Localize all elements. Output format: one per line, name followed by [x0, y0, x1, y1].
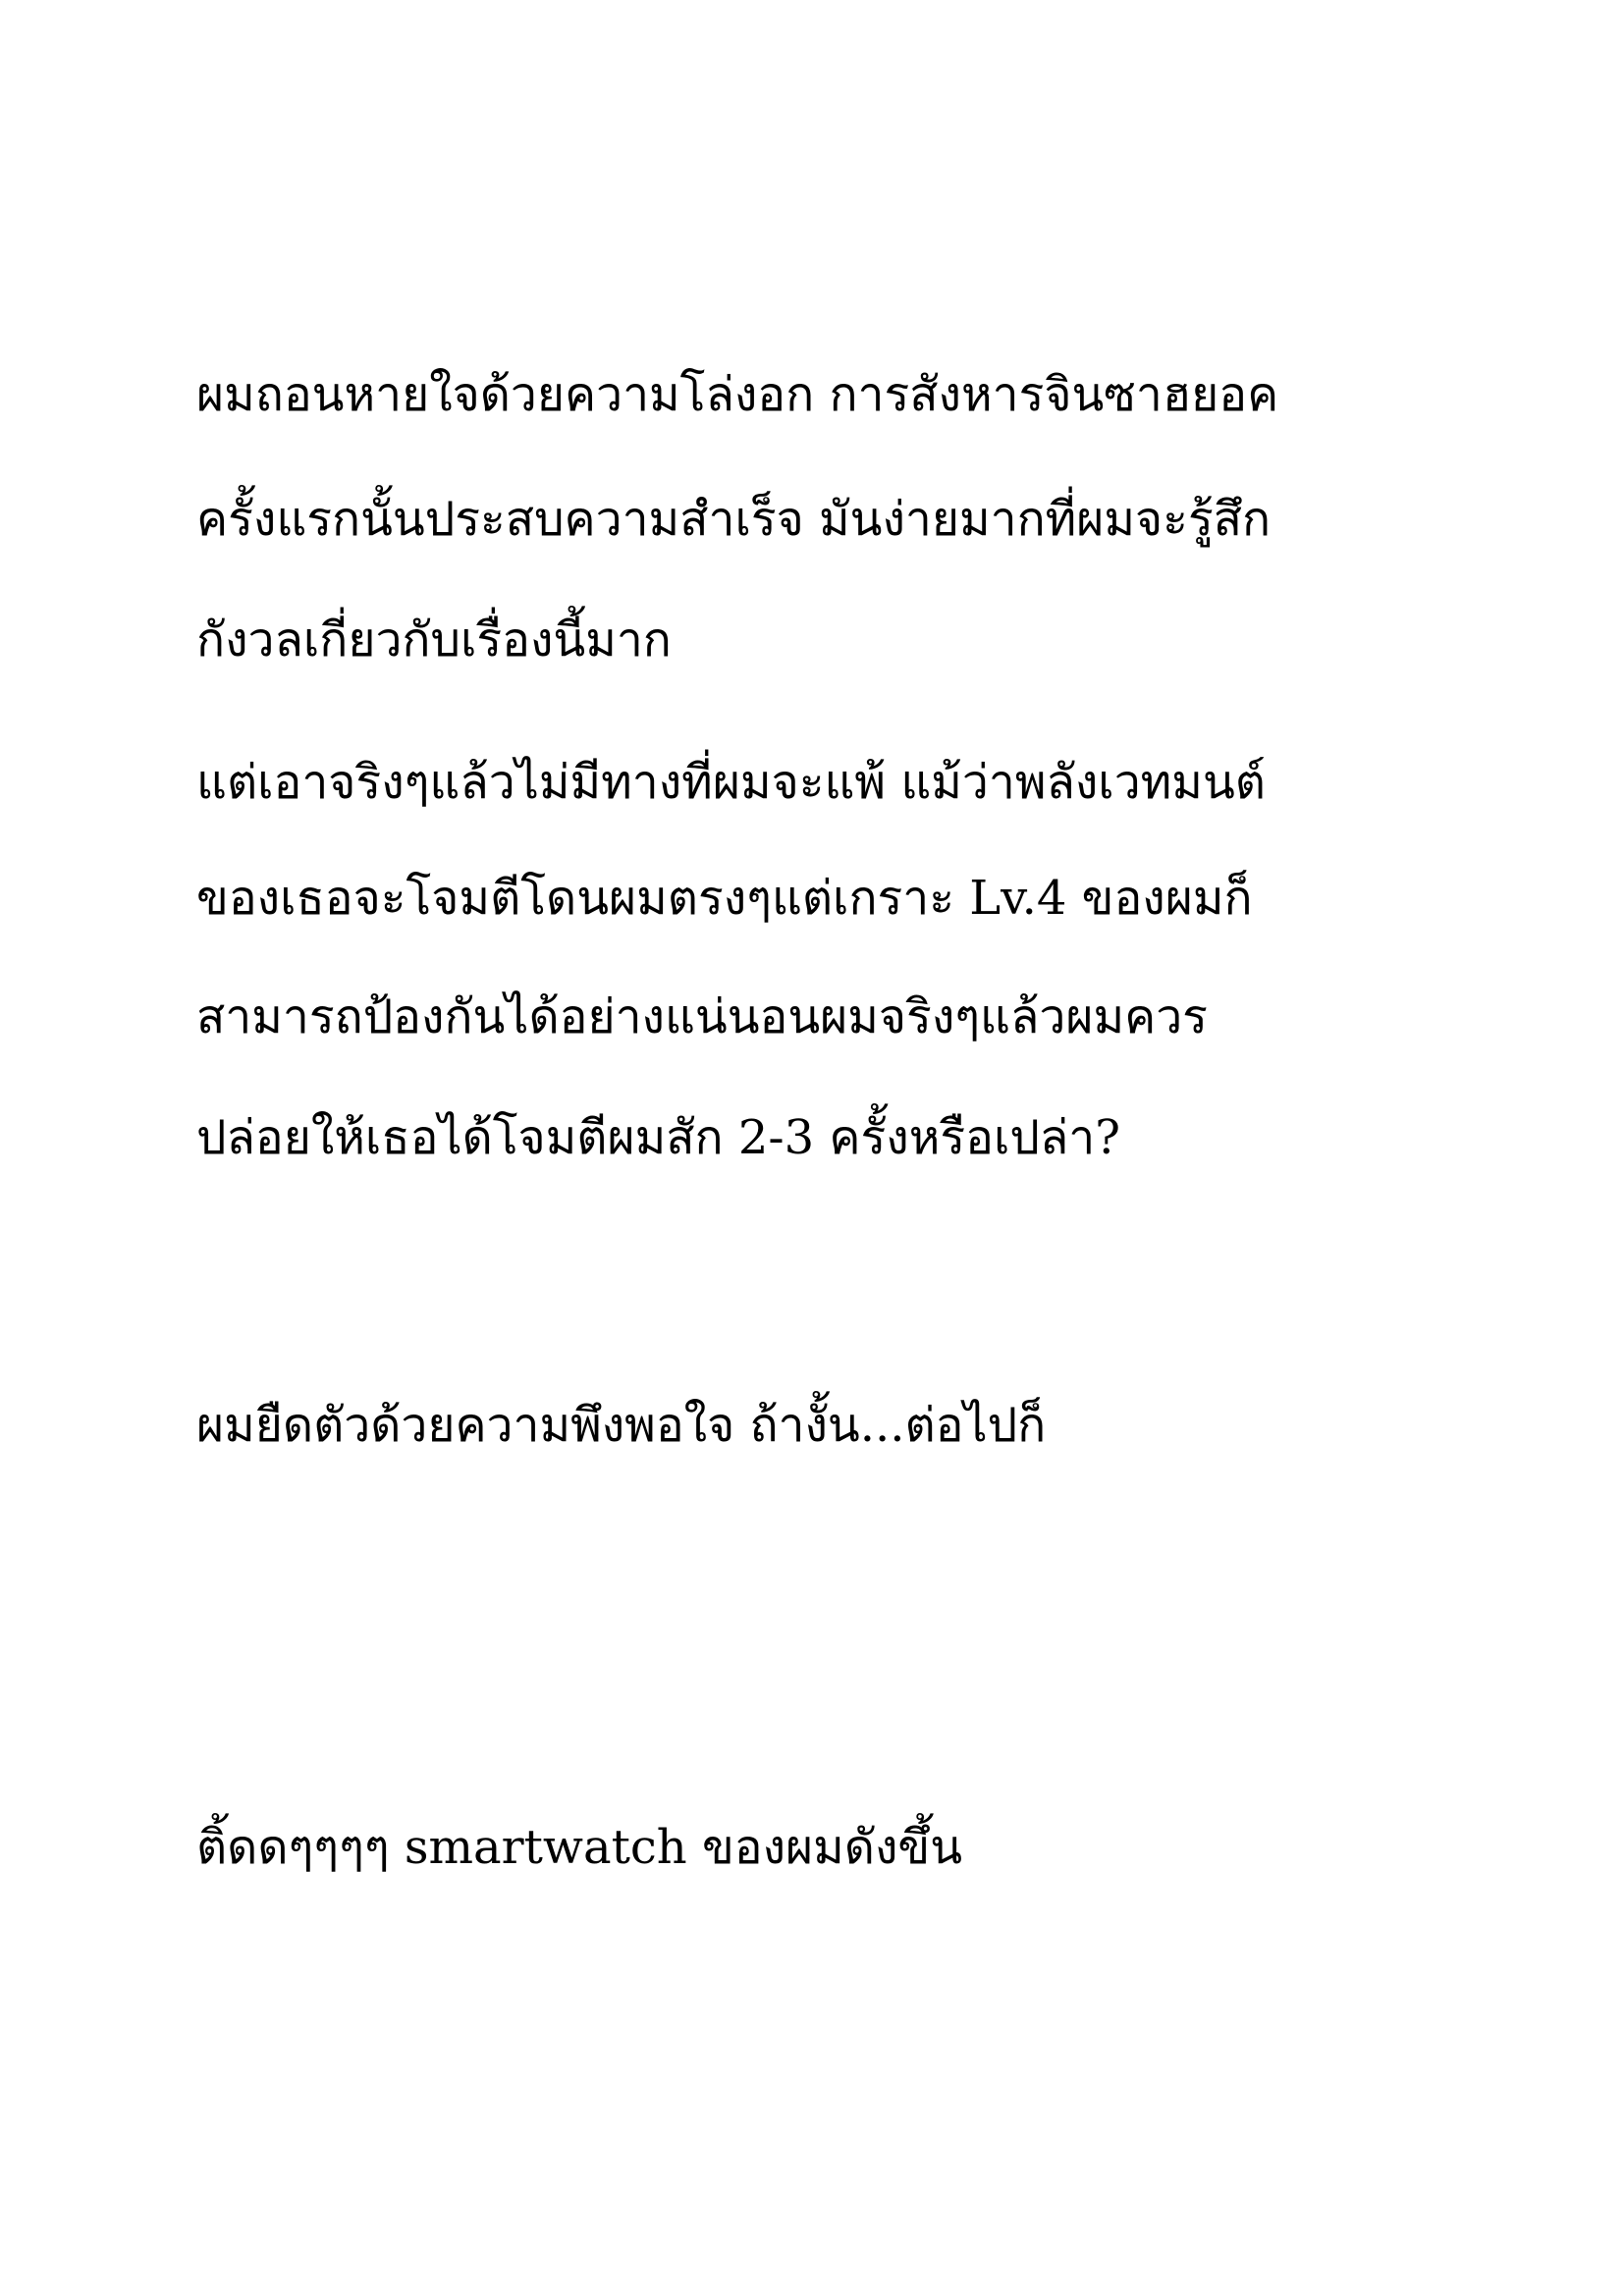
paragraph-4-line-1: ติ้ดดๆๆๆๆ smartwatch ของผมดังขึ้น: [196, 1820, 963, 1875]
paragraph-2-line-3: สามารถป้องกันได้อย่างแน่นอนผมจริงๆแล้วผมควร: [196, 989, 1208, 1044]
paragraph-2-line-1: แต่เอาจริงๆแล้วไม่มีทางที่ผมจะแพ้ แม้ว่าพลังเวทมนต์: [196, 755, 1266, 810]
paragraph-2-line-4: ปล่อยให้เธอได้โจมตีผมสัก 2-3 ครั้งหรือเปล่า?: [196, 1110, 1120, 1165]
paragraph-1-line-3: กังวลเกี่ยวกับเรื่องนี้มาก: [196, 613, 672, 667]
paragraph-2-line-2: ของเธอจะโจมตีโดนผมตรงๆแต่เกราะ Lv.4 ของผมก็: [196, 871, 1253, 926]
paragraph-1-line-1: ผมถอนหายใจด้วยความโล่งอก การสังหารจินซาฮยอค: [196, 367, 1279, 422]
paragraph-1-line-2: ครั้งแรกนั้นประสบความสำเร็จ มันง่ายมากที่ผมจะรู้สึก: [196, 492, 1272, 547]
paragraph-3-line-1: ผมยืดตัวด้วยความพึงพอใจ ถ้างั้น...ต่อไปก็: [196, 1398, 1047, 1453]
